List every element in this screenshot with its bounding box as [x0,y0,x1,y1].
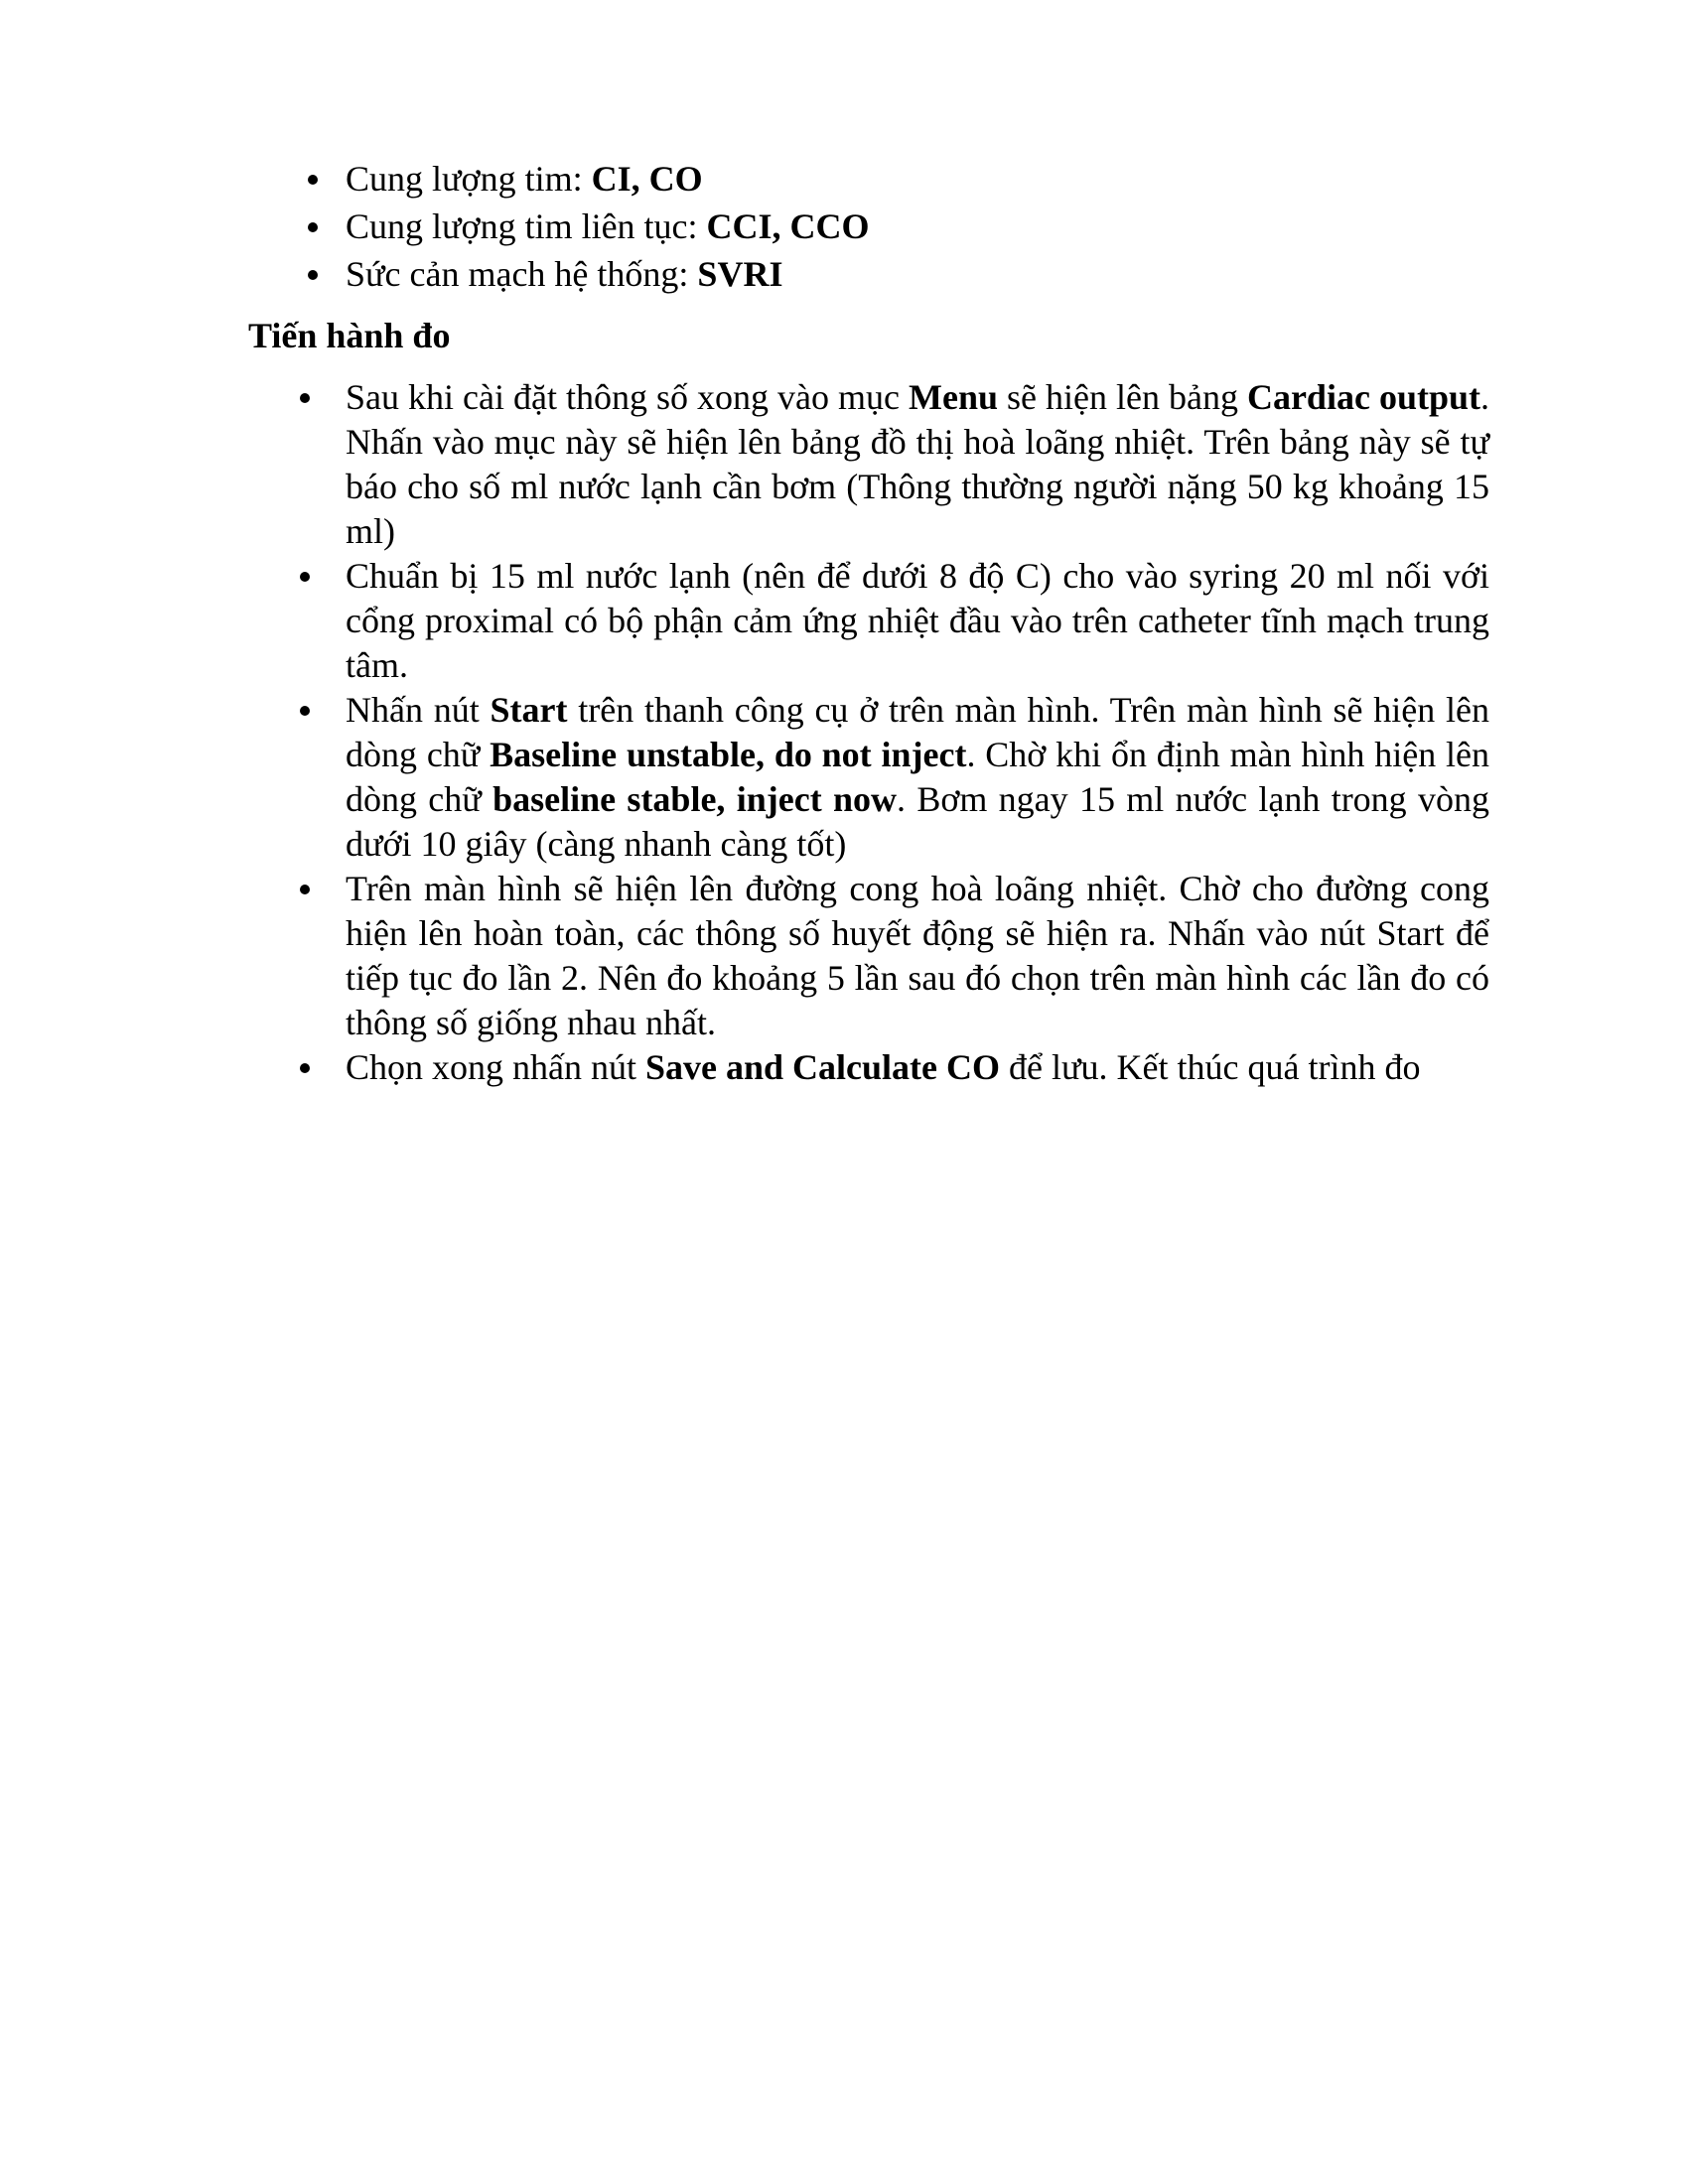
list-item-bold: CCI, CCO [706,206,870,246]
text-run: . Nhấn vào mục này sẽ hiện lên bảng đồ thị hoà loãng nhiệt. Trên bảng này sẽ tự báo cho số ml nước lạnh cần bơm (Thông thường người nặng 50 kg khoảng 15 ml) [346,377,1489,551]
step-text [346,867,1489,1045]
text-run: để lưu. Kết thúc quá trình đo [1000,1047,1421,1087]
list-item-bold: SVRI [697,254,783,294]
bold-run: baseline stable, inject now [492,779,898,819]
text-run: Chuẩn bị 15 ml nước lạnh (nên để dưới 8 độ C) cho vào syring 20 ml nối với cổng proximal có bộ phận cảm ứng nhiệt đầu vào trên catheter tĩnh mạch trung tâm. [346,556,1489,685]
list-item [308,250,1499,298]
step-item [298,867,1489,1045]
list-item-text: Cung lượng tim: [346,159,592,199]
text-run: sẽ hiện lên bảng [997,377,1247,417]
list-item-text: Sức cản mạch hệ thống: [346,254,698,294]
bullet-icon [300,706,310,716]
parameter-list [308,155,1499,298]
step-item [298,688,1489,867]
section-heading: Tiến hành đo [248,316,451,355]
bullet-icon [308,222,318,232]
list-item-bold: CI, CO [591,159,703,199]
list-item [308,155,1499,203]
step-item [298,1045,1489,1090]
text-run: Nhấn nút [346,690,491,730]
bullet-icon [300,572,310,582]
text-run: Sau khi cài đặt thông số xong vào mục [346,377,909,417]
list-item-text: Cung lượng tim liên tục: [346,206,707,246]
text-run: Trên màn hình sẽ hiện lên đường cong hoà loãng nhiệt. Chờ cho đường cong hiện lên hoàn toàn, các thông số huyết động sẽ hiện ra. Nhấn vào nút Start để tiếp tục đo lần 2. Nên đo khoảng 5 lần sau đó chọn trên màn hình các lần đo có thông số giống nhau nhất. [346,869,1489,1042]
step-item [298,554,1489,688]
text-run: Chọn xong nhấn nút [346,1047,645,1087]
bullet-icon [300,393,310,403]
bold-run: Baseline unstable, do not inject [490,735,967,774]
bold-run: Menu [908,377,998,417]
bold-run: Start [490,690,568,730]
bullet-icon [300,885,310,894]
bullet-icon [308,270,318,280]
list-item [308,203,1499,250]
step-text [346,554,1489,688]
text-run: . Chờ khi ổn định màn hình hiện lên dòng chữ [346,735,1489,819]
bold-run: Cardiac output [1246,377,1480,417]
text-run: . Bơm ngay 15 ml nước lạnh trong vòng dưới 10 giây (càng nhanh càng tốt) [346,779,1489,864]
bullet-icon [300,1063,310,1073]
text-run: trên thanh công cụ ở trên màn hình. Trên màn hình sẽ hiện lên dòng chữ [346,690,1489,774]
step-item [298,375,1489,554]
bullet-icon [308,175,318,185]
bold-run: Save and Calculate CO [645,1047,1001,1087]
step-text [346,375,1489,554]
step-text [346,1045,1489,1090]
step-text [346,688,1489,867]
procedure-steps [298,375,1489,1090]
